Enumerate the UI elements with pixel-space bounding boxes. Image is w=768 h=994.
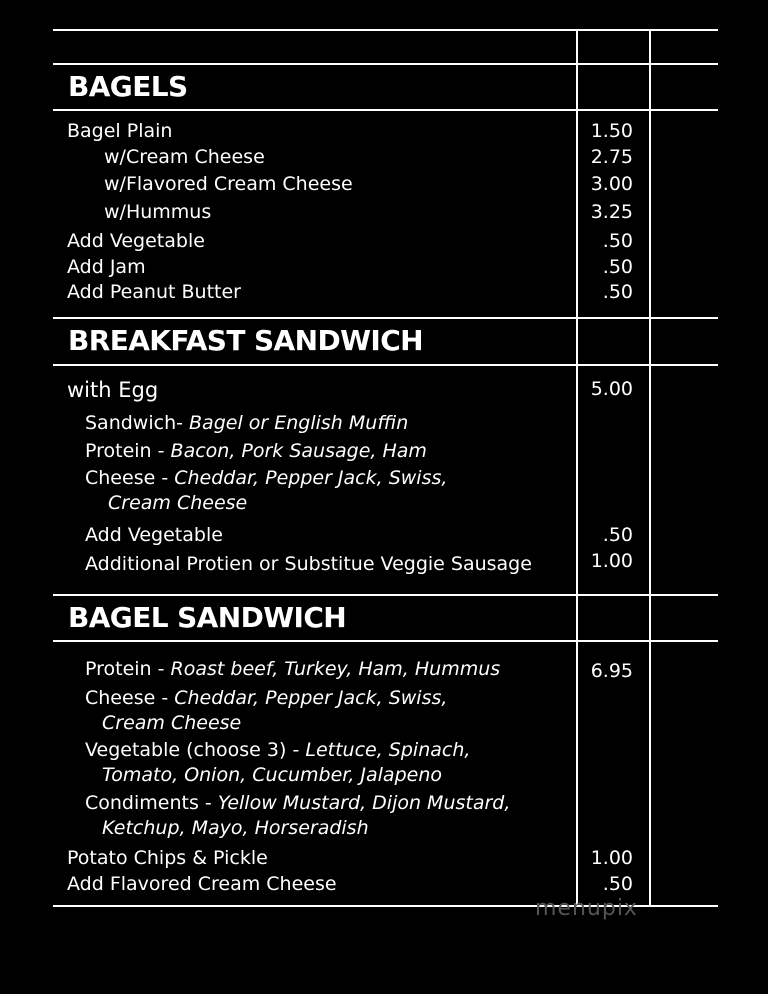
menu-item-price: 5.00 bbox=[590, 378, 633, 400]
menu-item-name: Add Flavored Cream Cheese bbox=[67, 873, 337, 895]
menu-item-name: Additional Protien or Substitue Veggie Sausage bbox=[85, 553, 532, 575]
option-values: Bagel or English Muffin bbox=[189, 412, 409, 434]
option-values: Cheddar, Pepper Jack, Swiss, bbox=[174, 687, 448, 709]
option-values: Lettuce, Spinach, bbox=[305, 739, 471, 761]
option-label: Cheese - bbox=[85, 467, 169, 489]
menu-item-name: with Egg bbox=[67, 378, 159, 402]
menu-item-price: 1.00 bbox=[590, 847, 633, 869]
menu-item-price: 3.00 bbox=[590, 173, 633, 195]
bagels-heading-bottom-rule bbox=[53, 109, 718, 111]
option-values-continued: Cream Cheese bbox=[102, 712, 242, 734]
menu-item-price: .50 bbox=[602, 281, 633, 303]
option-line bbox=[85, 467, 447, 489]
option-label: Protein - bbox=[85, 658, 165, 680]
menu-item-name: Potato Chips & Pickle bbox=[67, 847, 268, 869]
option-line bbox=[85, 739, 470, 761]
option-line bbox=[85, 687, 447, 709]
bagels-heading-top-rule bbox=[53, 63, 718, 65]
option-values: Cheddar, Pepper Jack, Swiss, bbox=[174, 467, 448, 489]
option-values: Bacon, Pork Sausage, Ham bbox=[170, 440, 427, 462]
watermark-logo: menupix bbox=[535, 896, 638, 921]
option-line bbox=[85, 658, 500, 680]
option-label: Condiments - bbox=[85, 792, 212, 814]
menu-item-price: .50 bbox=[602, 873, 633, 895]
right-column-rule bbox=[649, 29, 651, 907]
option-values-continued: Tomato, Onion, Cucumber, Jalapeno bbox=[102, 764, 442, 786]
menu-item-name: w/Hummus bbox=[104, 201, 212, 223]
option-label: Sandwich- bbox=[85, 412, 183, 434]
option-values-continued: Cream Cheese bbox=[108, 492, 248, 514]
option-line bbox=[85, 440, 427, 462]
menu-item-price: .50 bbox=[602, 524, 633, 546]
menu-item-price: 1.00 bbox=[590, 550, 633, 572]
menu-item-price: 1.50 bbox=[590, 120, 633, 142]
option-values: Roast beef, Turkey, Ham, Hummus bbox=[170, 658, 501, 680]
option-values-continued: Ketchup, Mayo, Horseradish bbox=[102, 817, 369, 839]
menu-item-price: 2.75 bbox=[590, 146, 633, 168]
breakfast-heading-bottom-rule bbox=[53, 364, 718, 366]
menu-item-price: 6.95 bbox=[590, 660, 633, 682]
option-label: Cheese - bbox=[85, 687, 169, 709]
menu-item-name: w/Cream Cheese bbox=[104, 146, 265, 168]
menu-item-name: Add Peanut Butter bbox=[67, 281, 241, 303]
bagel-sandwich-heading: BAGEL SANDWICH bbox=[68, 601, 347, 634]
bagel-sandwich-heading-top-rule bbox=[53, 594, 718, 596]
option-label: Protein - bbox=[85, 440, 165, 462]
menu-item-name: Add Vegetable bbox=[85, 524, 223, 546]
option-label: Vegetable (choose 3) - bbox=[85, 739, 300, 761]
option-values: Yellow Mustard, Dijon Mustard, bbox=[217, 792, 511, 814]
menu-item-name: w/Flavored Cream Cheese bbox=[104, 173, 353, 195]
option-line bbox=[85, 412, 408, 434]
bagel-sandwich-heading-bottom-rule bbox=[53, 640, 718, 642]
menu-item-name: Add Vegetable bbox=[67, 230, 205, 252]
menu-item-price: .50 bbox=[602, 230, 633, 252]
menu-item-name: Add Jam bbox=[67, 256, 146, 278]
breakfast-sandwich-heading: BREAKFAST SANDWICH bbox=[68, 324, 423, 357]
menu-item-name: Bagel Plain bbox=[67, 120, 173, 142]
option-line bbox=[85, 792, 510, 814]
menu-item-price: .50 bbox=[602, 256, 633, 278]
bagels-heading: BAGELS bbox=[68, 70, 188, 103]
breakfast-heading-top-rule bbox=[53, 317, 718, 319]
menu-item-price: 3.25 bbox=[590, 201, 633, 223]
table-top-rule bbox=[53, 29, 718, 31]
